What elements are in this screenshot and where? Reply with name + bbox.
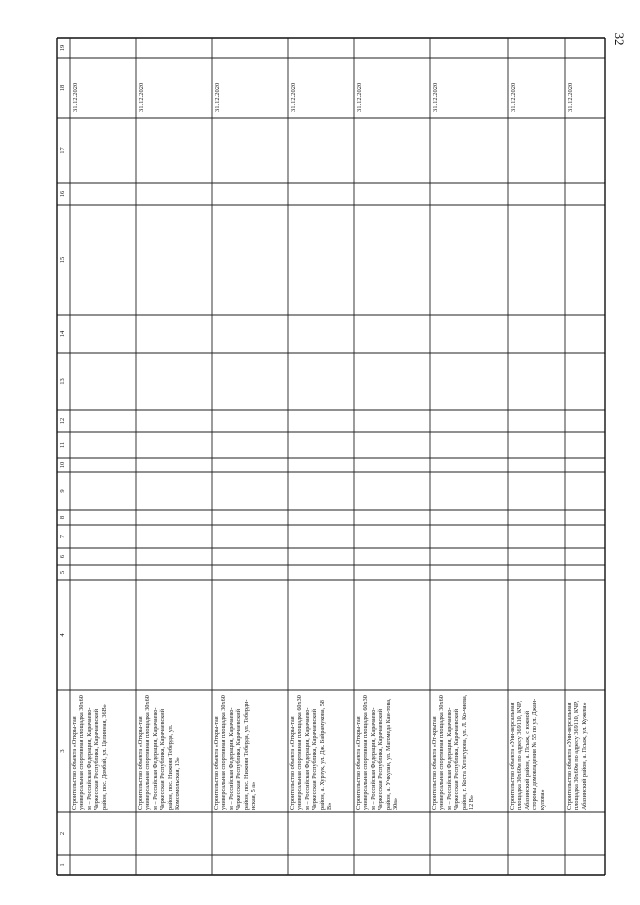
column-number: 10 <box>59 461 66 469</box>
column-number: 9 <box>59 489 66 493</box>
object-description: Строительство объекта «Откры-тая универсальная спортивная площадка 60х30 м – Российская Федерация, Карачаево-Черкесская Республика, Карачаевский район, а. Учкулан, ул. Магомеда Каи-това, 30а» <box>355 695 400 810</box>
object-description: Строительство объекта «Откры-тая универсальная спортивная площадка 30х60 м – Российская Федерация, Карачаево-Черкесская Республика, Карачаевский район, пос. Домбай, ул. Целинная, 36В» <box>71 695 108 810</box>
column-number: 4 <box>59 633 66 637</box>
object-description: Строительство объекта «От-крытая универсальная спортивная площадка 30х60 м – Российская Федерация, Карачаево-Черкесская Республика, Карачаевский район, г. Коста Хетагурова, ул. Л. Ко-чиева, 12 В» <box>431 694 476 810</box>
column-number: 8 <box>59 515 66 520</box>
object-description: Строительство объекта «Уни-версальная площадка 30х60м по адресу 369110, КЧР, Абазинский район, а. Псыж, с южной стороны домовладения № 55 по ул. Джан-кулова» <box>509 698 546 810</box>
column-number: 14 <box>59 330 66 338</box>
column-number: 18 <box>59 84 66 92</box>
column-number: 1 <box>59 863 66 867</box>
column-number: 3 <box>59 749 66 753</box>
page-number: 32 <box>612 32 627 46</box>
object-description: Строительство объекта «Откры-тая универсальная спортивная площадка 30х60 м – Российская Федерация, Карачаево-Черкесская Республика, Карачаевский район, пос. Нижняя Теберда, ул. Комсомольская, 13» <box>137 695 182 810</box>
column-number: 15 <box>59 256 66 264</box>
completion-date: 31.12.2020 <box>138 82 145 112</box>
completion-date: 31.12.2020 <box>510 82 517 112</box>
completion-date: 31.12.2020 <box>214 82 221 112</box>
column-number: 7 <box>59 534 66 539</box>
completion-date: 31.12.2020 <box>567 82 574 112</box>
completion-date: 31.12.2020 <box>432 82 439 112</box>
column-number: 2 <box>59 831 66 836</box>
column-number: 17 <box>59 147 66 154</box>
completion-date: 31.12.2020 <box>72 82 79 112</box>
object-description: Строительство объекта «Откры-тая универсальная спортивная площадка 60х30 м – Российская Федерация, Карачаево-Черкесская Республика, Карачаевский район, а. Хурзук, ул. Дж. Байрамукова, 58 В» <box>289 695 334 810</box>
column-number: 11 <box>59 441 66 449</box>
column-number: 12 <box>59 417 66 425</box>
object-description: Строительство объекта «Уни-версальная площадка 30х60м по адресу 369110, КЧР, Абазинский район, а. Псыж, ул. Кужева» <box>566 700 588 810</box>
column-number: 6 <box>59 554 66 559</box>
column-number: 19 <box>59 44 66 52</box>
column-number: 16 <box>59 190 66 198</box>
object-description: Строительство объекта «Откры-тая универсальная спортивная площадка 30х60 м – Российская Федерация, Карачаево-Черкесская Республика, Карачаевский район, пос. Нижняя Теберда, ул. Теберди-нская, 5 а» <box>213 695 258 810</box>
column-number: 5 <box>59 570 66 575</box>
completion-date: 31.12.2020 <box>356 82 363 112</box>
column-number: 13 <box>59 378 66 385</box>
completion-date: 31.12.2020 <box>290 82 297 112</box>
